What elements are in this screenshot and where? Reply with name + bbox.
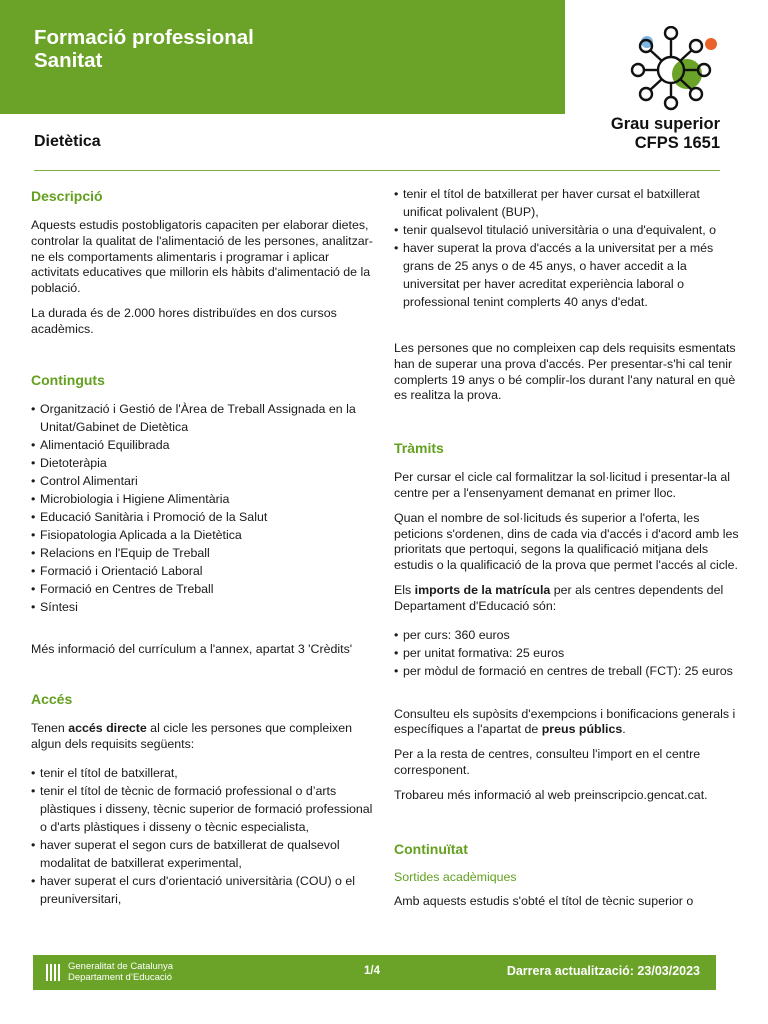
- acces-requirements-list: [31, 764, 376, 908]
- continuitat-heading: Continuïtat: [394, 840, 468, 857]
- list-item: • Relacions en l'Equip de Treball: [31, 544, 376, 562]
- imports-text: [394, 583, 740, 615]
- imports-end: per als centres dependents del Departament d'Educació són:: [394, 582, 724, 613]
- page-title: [34, 26, 254, 72]
- continguts-heading: Continguts: [31, 371, 105, 388]
- list-item: • per curs: 360 euros: [394, 626, 740, 644]
- list-item: • per unitat formativa: 25 euros: [394, 644, 740, 662]
- list-item: • tenir qualsevol titulació universitària o una d'equivalent, o: [394, 221, 740, 239]
- curriculum-info: Més informació del currículum a l'annex, apartat 3 'Crèdits': [31, 641, 353, 656]
- tramits-heading: Tràmits: [394, 440, 444, 457]
- exempcions-start: Consulteu els supòsits d'exempcions i bonificacions generals i específiques a l'apartat de: [394, 706, 736, 737]
- left-column: [31, 187, 376, 908]
- acces-intro: [31, 721, 376, 753]
- list-item: • Formació en Centres de Treball: [31, 580, 376, 598]
- list-item: • Control Alimentari: [31, 472, 376, 490]
- list-item: • tenir el títol de batxillerat per haver cursat el batxillerat unificat polivalent (BUP),: [394, 185, 740, 221]
- durada-text: La durada és de 2.000 hores distribuïdes en dos cursos acadèmics.: [31, 305, 337, 336]
- list-item: • tenir el títol de tècnic de formació professional o d’arts plàstiques i disseny, tècnic superior de formació professional o d'arts plàstiques i disseny o tècnic especialista,: [31, 782, 376, 836]
- exempcions-end: .: [622, 722, 626, 737]
- list-item: • Síntesi: [31, 598, 376, 616]
- tramits-text-1: Per cursar el cicle cal formalitzar la sol·licitud i presentar-la al centre per a l'ensenyament demanat en primer lloc.: [394, 470, 731, 500]
- list-item: • haver superat la prova d'accés a la universitat per a més grans de 25 anys o de 45 anys, o haver accedit a la universitat per haver acreditat experiència laboral o professional tenint complerts 40 anys d'edat.: [394, 239, 740, 311]
- web-info-text: Trobareu més informació al web preinscripcio.gencat.cat.: [394, 787, 708, 802]
- list-item: • Organització i Gestió de l'Àrea de Treball Assignada en la Unitat/Gabinet de Dietètica: [31, 400, 376, 436]
- list-item: • haver superat el segon curs de batxillerat de qualsevol modalitat de batxillerat experimental,: [31, 836, 376, 872]
- page-number: 1/4: [364, 965, 380, 977]
- generalitat-label: Generalitat de Catalunya: [68, 961, 174, 972]
- cycle-code: CFPS 1651: [634, 134, 720, 152]
- last-updated: Darrera actualització: 23/03/2023: [506, 964, 700, 978]
- fees-list: [394, 626, 740, 680]
- list-item: • Dietoteràpia: [31, 454, 376, 472]
- acces-intro-end: al cicle les persones que compleixen algun dels requisits següents:: [31, 721, 352, 752]
- acces-requirements-list-cont: [394, 185, 740, 311]
- list-item: • tenir el títol de batxillerat,: [31, 764, 376, 782]
- cycle-name: Dietètica: [34, 133, 101, 150]
- list-item: • Alimentació Equilibrada: [31, 436, 376, 454]
- sortides-subheading: Sortides acadèmiques: [394, 869, 517, 884]
- acces-heading: Accés: [31, 691, 73, 708]
- list-item: • Educació Sanitària i Promoció de la Salut: [31, 508, 376, 526]
- list-item: • haver superat el curs d'orientació universitària (COU) o el preuniversitari,: [31, 872, 376, 908]
- imports-start: Els: [394, 582, 415, 597]
- descripcio-text: Aquests estudis postobligatoris capaciten per elaborar dietes, controlar la qualitat de l'alimentació de les persones, analitzar-ne els comportaments alimentaris i programar i aplicar activitats educatives que millorin els hàbits d'alimentació de la població.: [31, 218, 373, 296]
- footer-bar: [33, 955, 716, 990]
- network-logo-icon: [625, 26, 721, 116]
- exempcions-text: [394, 707, 740, 739]
- imports-matricula-label: imports de la matrícula: [414, 582, 551, 597]
- grau-level: Grau superior: [610, 115, 720, 133]
- list-item: • Microbiologia i Higiene Alimentària: [31, 490, 376, 508]
- preus-publics-label: preus públics: [541, 722, 623, 737]
- title-line-2: Sanitat: [34, 49, 103, 72]
- departament-label: Departament d’Educació: [68, 971, 173, 983]
- right-column: [394, 187, 740, 909]
- grau-label: [611, 115, 720, 153]
- resta-centres-text: Per a la resta de centres, consulteu l'import en el centre corresponent.: [394, 747, 701, 777]
- prova-acces-text: Les persones que no compleixen cap dels requisits esmentats han de superar una prova d'accés. Per presentar-s'hi cal tenir complerts 19 anys o bé complir-los durant l'any natural en què es realitza la prova.: [394, 341, 736, 403]
- continguts-list: [31, 400, 376, 616]
- list-item: • Fisiopatologia Aplicada a la Dietètica: [31, 526, 376, 544]
- list-item: • Formació i Orientació Laboral: [31, 562, 376, 580]
- generalitat-logo-icon: [45, 964, 62, 981]
- institution-name: [68, 962, 173, 983]
- title-line-1: Formació professional: [34, 26, 254, 49]
- descripcio-heading: Descripció: [31, 188, 103, 204]
- tramits-text-2: Quan el nombre de sol·licituds és superior a l'oferta, les peticions s'ordenen, dins de cada via d'accés i d'acord amb les prioritats que pertoqui, segons la qualificació mitjana dels estudis o la qualificació de la prova que permet l'accés al cicle.: [394, 510, 739, 573]
- list-item: • per mòdul de formació en centres de treball (FCT): 25 euros: [394, 662, 740, 680]
- continuitat-text: Amb aquests estudis s'obté el títol de tècnic superior o: [394, 893, 694, 908]
- header-divider: [34, 170, 720, 171]
- acces-directe-label: accés directe: [68, 721, 147, 736]
- header-band: [0, 0, 565, 114]
- acces-intro-start: Tenen: [31, 721, 69, 736]
